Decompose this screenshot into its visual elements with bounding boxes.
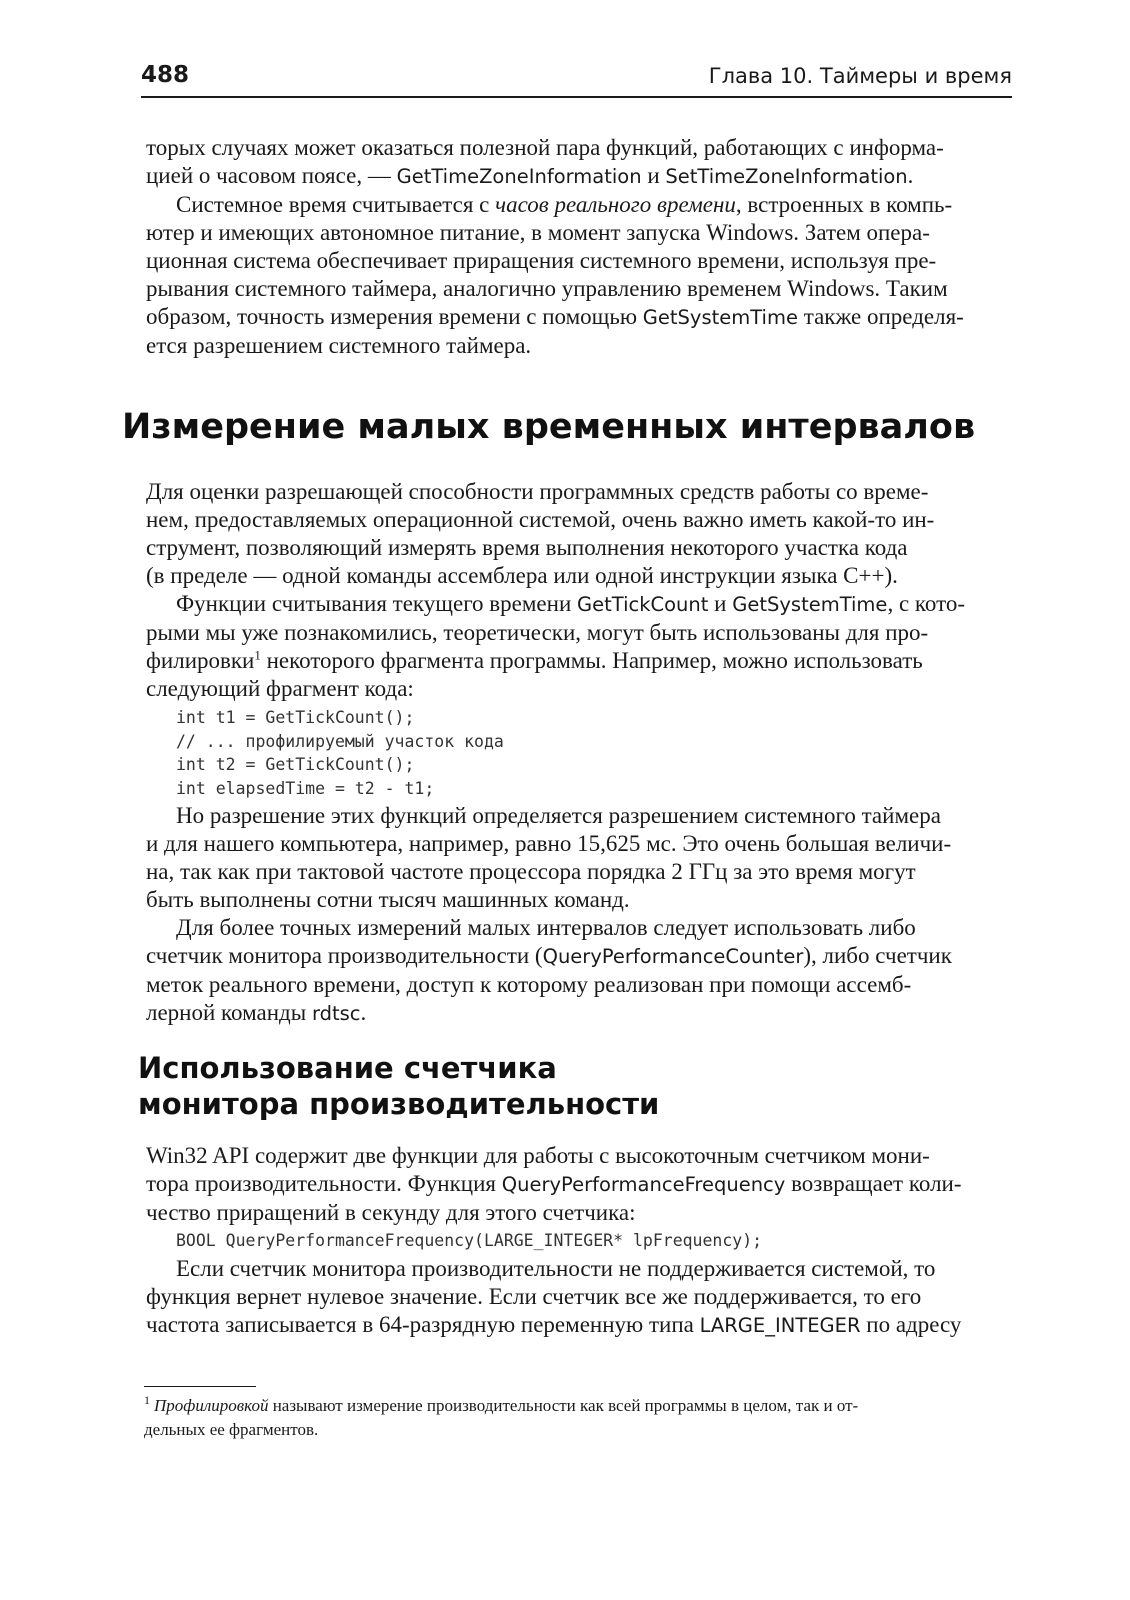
section-heading: Измерение малых временных интервалов: [122, 407, 976, 447]
footnote-mark: 1: [144, 1393, 150, 1408]
section-1-paragraph-2: Функции считывания текущего времени GetTickCount и GetSystemTime, с кото- рыми мы уже познакомились, теоретически, могут быть использованы для про- филировки$^1$ некоторого фрагмента программы. Например, можно использовать следующий фрагмент кода:: [146, 591, 966, 701]
intro-paragraph-2: Системное время считывается с часов реального времени, встроенных в компь- ютер и имеющих автономное питание, в момент запуска Windows. Затем опера- ционная система обеспечивает приращения системного времени, используя пре- рывания системного таймера, аналогично управлению временем Windows. Таким образом, точность измерения времени с помощью GetSystemTime также определя- ется разрешением системного таймера.: [146, 192, 964, 358]
code-listing: BOOL QueryPerformanceFrequency(LARGE_INTEGER* lpFrequency);: [176, 1231, 763, 1250]
section-1-paragraph-4: Для более точных измерений малых интервалов следует использовать либо счетчик монитора производительности (QueryPerformanceCounter), либо счетчик меток реального времени, доступ к которому реализован при помощи ассемб- лерной команды rdtsc.: [146, 915, 952, 1025]
footnote-divider: [144, 1386, 256, 1387]
inline-code: GetSystemTime: [642, 306, 798, 329]
section-2-body: [146, 1142, 1012, 1340]
inline-code: GetTickCount: [577, 593, 709, 616]
inline-code: LARGE_INTEGER: [699, 1313, 861, 1337]
page-number: 488: [141, 62, 190, 88]
emphasis: Профилировкой: [154, 1396, 269, 1415]
code-listing: [146, 706, 1012, 800]
inline-code: SetTimeZoneInformation: [665, 165, 908, 188]
code-line: int t1 = GetTickCount();: [176, 708, 415, 727]
code-line: int t2 = GetTickCount();: [176, 755, 415, 774]
section-1-paragraph-1: Для оценки разрешающей способности программных средств работы со време- нем, предоставляемых операционной системой, очень важно иметь какой-то ин- струмент, позволяющий измерять время выполнения некоторого участка кода (в пределе — одной команды ассемблера или одной инструкции языка C++).: [146, 479, 935, 588]
footnote-reference: 1: [254, 647, 261, 663]
section-2-paragraph-2: Если счетчик монитора производительности не поддерживается системой, то функция вернет нулевое значение. Если счетчик все же поддерживается, то его частота записывается в 64-разрядную переменную типа LARGE_INTEGER по адресу: [146, 1255, 962, 1337]
code-line: int elapsedTime = t2 - t1;: [176, 778, 435, 798]
emphasis: часов реального времени: [495, 192, 736, 217]
code-line: // ... профилируемый участок кода: [176, 731, 504, 751]
intro-paragraph-1: торых случаях может оказаться полезной пара функций, работающих с информа- цией о часовом поясе, — GetTimeZoneInformation и SetTimeZoneInformation.: [146, 135, 944, 188]
footnote: $^1$ Профилировкой называют измерение производительности как всей программы в целом, так и от- дельных ее фрагментов.: [144, 1393, 859, 1439]
section-1-body: [146, 478, 1012, 1028]
inline-code: GetSystemTime: [732, 593, 888, 616]
intro-block: [146, 134, 1012, 360]
section-2-paragraph-1: Win32 API содержит две функции для работы с высокоточным счетчиком мони- тора производительности. Функция QueryPerformanceFrequency возвращает коли- чество приращений в секунду для этого счетчика:: [146, 1143, 962, 1225]
inline-code: GetTimeZoneInformation: [396, 165, 642, 188]
inline-code: rdtsc: [311, 1002, 361, 1025]
inline-code: QueryPerformanceFrequency: [501, 1173, 786, 1196]
chapter-title: Глава 10. Таймеры и время: [708, 64, 1012, 88]
section-1-paragraph-3: Но разрешение этих функций определяется разрешением системного таймера и для нашего компьютера, например, равно 15,625 мс. Это очень большая величи- на, так как при тактовой частоте процессора порядка 2 ГГц за это время могут быть выполнены сотни тысяч машинных команд.: [146, 803, 952, 912]
running-header: [141, 60, 1012, 98]
inline-code: QueryPerformanceCounter: [542, 945, 804, 968]
subsection-heading: Использование счетчика монитора производительности: [138, 1051, 660, 1121]
